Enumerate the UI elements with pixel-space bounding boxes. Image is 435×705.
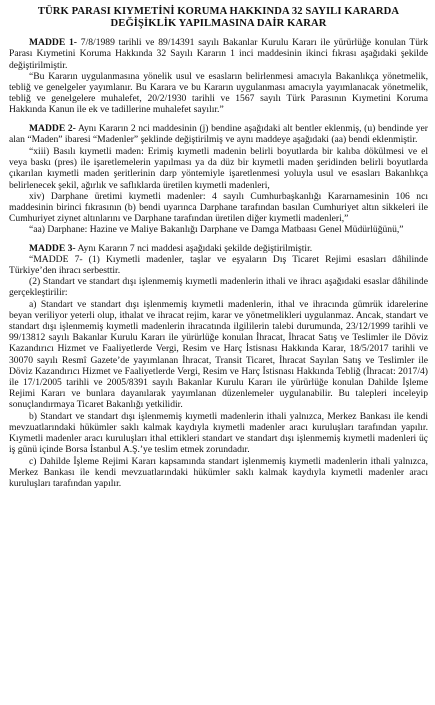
madde2-sub-xiii: “xiii) Basılı kıymetli maden: Erimiş kıymetli madenin belirli boyutlarda bir kalıba dökülmesi ve el veya baskı (pres) ile işaretlemelerin yapılması ya da düz bir kıymetli maden şeridinden belirli boyutlarda çıkarılan kıymetli maden şeritlerinin darp yöntemiyle işaretlenmesi yoluyla usul ve esasları Bakanlıkça belirlenecek şekil, ağırlık ve saflıklarda üretilen kıymetli madenleri, (9, 146, 428, 191)
madde7-clause-c: c) Dahilde İşleme Rejimi Kararı kapsamında standart işlenmemiş kıymetli madenlerin ithali yalnızca, Merkez Bankası ile kendi mevzuatlarındaki hükümler saklı kalmak kaydıyla kıymetli madenler aracı kuruluşları tarafından yapılır. (9, 455, 428, 489)
madde1-heading: MADDE 1- (29, 37, 78, 49)
madde2-sub-aa: “aa) Darphane: Hazine ve Maliye Bakanlığı Darphane ve Damga Matbaası Genel Müdürlüğünü,” (29, 224, 404, 236)
madde2-text: Aynı Kararın 2 nci maddesinin (j) bendine aşağıdaki alt bentler eklenmiş, (u) bendinde yer alan “Maden” ibaresi “Madenler” şeklinde değiştirilmiş ve aynı maddeye aşağıdaki (aa) bendi eklenmiştir. (9, 122, 428, 145)
madde3-paragraph (9, 243, 428, 254)
document-title (9, 6, 428, 29)
title-line-2: DEĞİŞİKLİK YAPILMASINA DAİR KARAR (110, 17, 327, 29)
madde1-quote: “Bu Kararın uygulanmasına yönelik usul ve esasların belirlenmesi amacıyla Bakanlıkça yönetmelik, tebliğ ve genelgeler yayımlanır. Bu Karara ve bu Kararın uygulanması amacıyla yayımlanacak yönetmelik, tebliğ ve genelgelere muhalefet, 20/2/1930 tarihli ve 1567 sayılı Türk Parasının Kıymetini Koruma Hakkında Kanun ile ek ve tadillerine muhalefet sayılır.” (9, 70, 428, 116)
title-line-1: TÜRK PARASI KIYMETİNİ KORUMA HAKKINDA 32 SAYILI KARARDA (37, 6, 400, 17)
madde1-text: 7/8/1989 tarihli ve 89/14391 sayılı Bakanlar Kurulu Kararı ile yürürlüğe konulan Türk Parası Kıymetini Koruma Hakkında 32 Sayılı Kararın 1 inci maddesinin ikinci fıkrası aşağıdaki şekilde değiştirilmiştir. (9, 37, 428, 71)
madde1-paragraph (9, 37, 428, 71)
madde7-clause-a: a) Standart ve standart dışı işlenmemiş kıymetli madenlerin, ithal ve ihracında gümrük idarelerine beyan veriliyor yeterli olup, ithalat ve ihracat rejim, karar ve yönetmelikleri uygulanmaz. Ancak, standart ve standart dışı işlenmemiş kıymetli madenlerin ihracatında ilgililerin talebi durumunda, 23/12/1999 tarihli ve 99/13812 sayılı Bakanlar Kurulu Kararı ile yürürlüğe konulan İhracat, İhracat Satış ve Teslimler ile Döviz Kazandırıcı Hizmet ve Faaliyetlerde Vergi, Resim ve Harç İstisnası Hakkında Karar, 18/5/2017 tarihli ve 30070 sayılı Resmî Gazete’de yayımlanan İhracat, Transit Ticaret, İhracat Sayılan Satış ve Teslimler ile Döviz Kazandırıcı Hizmet ve Faaliyetlerde Vergi, Resim ve Harç İstisnası Hakkında Tebliğ (İhracat: 2017/4) ile 17/1/2005 tarihli ve 2005/8391 sayılı Bakanlar Kurulu Kararı ile yürürlüğe konulan Dahilde İşleme Rejimi Kararı ve bunlara dayanılarak yayımlanan düzenlemeler uygulanabilir. Bu talepleri inceleyip sonuçlandırmaya Ticaret Bakanlığı yetkilidir. (9, 298, 428, 411)
madde7-clause-b: b) Standart ve standart dışı işlenmemiş kıymetli madenlerin ithali yalnızca, Merkez Bankası ile kendi mevzuatlarındaki hükümler saklı kalmak kaydıyla kıymetli madenler aracı kuruluşları tarafından yapılır. Kıymetli madenler aracı kuruluşları ithal ettikleri standart ve standart dışı işlenmemiş kıymetli madenleri üç iş günü içinde Borsa İstanbul A.Ş.’ye teslim etmek zorundadır. (9, 410, 428, 456)
madde2-heading: MADDE 2- (29, 122, 76, 134)
madde7-para-1: “MADDE 7- (1) Kıymetli madenler, taşlar ve eşyaların Dış Ticaret Rejimi esasları dâhilinde Türkiye’den ihracı serbesttir. (9, 253, 428, 277)
madde7-para-2: (2) Standart ve standart dışı işlenmemiş kıymetli madenlerin ithali ve ihracı aşağıdaki esaslar dâhilinde gerçekleştirilir: (9, 276, 428, 299)
madde2-paragraph (9, 123, 428, 145)
madde2-sub-xiv: xiv) Darphane üretimi kıymetli madenler: 4 sayılı Cumhurbaşkanlığı Kararnamesinin 106 ncı maddesinin birinci fıkrasının (b) bendi uyarınca Darphane tarafından basılan Cumhuriyet altın sikkeleri ile Cumhuriyet ziynet altınlarını ve Darphane tarafından üretilen diğer kıymetli madenleri,” (9, 190, 428, 225)
madde3-heading: MADDE 3- (29, 242, 76, 254)
madde3-text: Aynı Kararın 7 nci maddesi aşağıdaki şekilde değiştirilmiştir. (75, 242, 313, 254)
